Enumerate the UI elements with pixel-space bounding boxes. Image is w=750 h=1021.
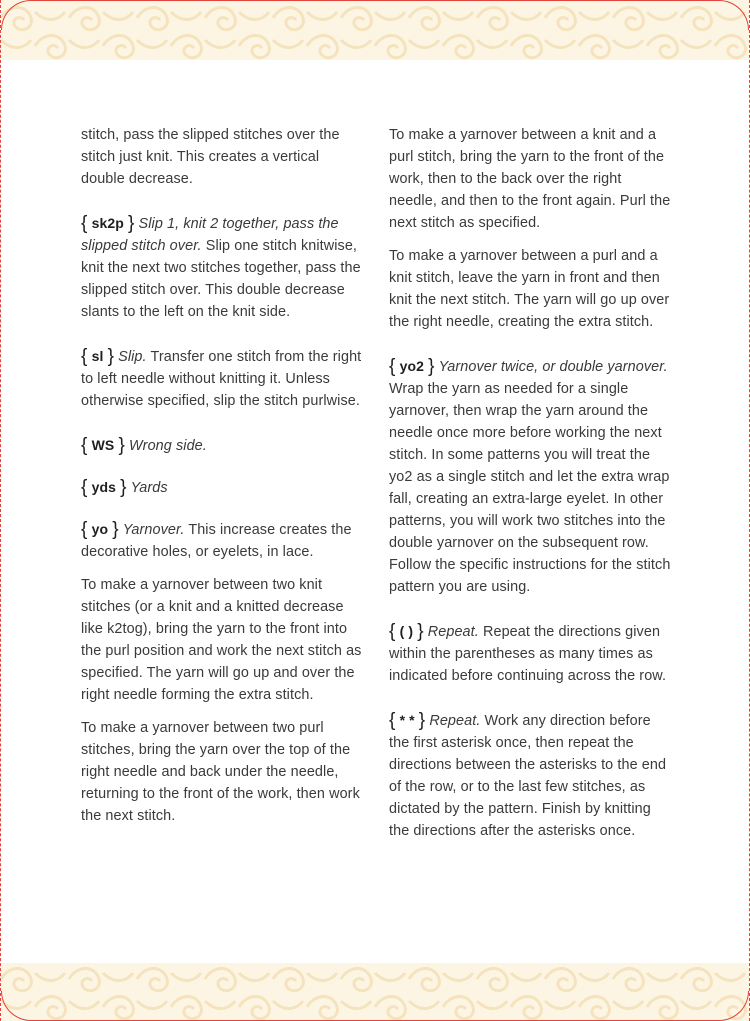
term-label: ( ): [399, 623, 414, 639]
term-label: sl: [91, 348, 104, 364]
term-definition: Wrong side.: [129, 438, 207, 454]
swirl-ornament: [171, 36, 235, 58]
right-column: [389, 124, 671, 853]
close-brace: }: [127, 213, 135, 234]
term-label: * *: [399, 712, 415, 728]
close-brace: }: [417, 621, 424, 642]
swirl-ornament: [35, 36, 99, 58]
swirl-ornament: [307, 36, 371, 58]
swirl-ornament: [443, 36, 507, 58]
swirl-ornament: [137, 969, 201, 991]
term-description: Slip one stitch knitwise, knit the next two stitches together, pass the slipped stitch over. This double decrease slants to the left on the knit side.: [81, 238, 361, 320]
open-brace: {: [81, 435, 88, 456]
close-brace: }: [107, 346, 115, 367]
swirl-ornament: [477, 969, 541, 991]
swirl-ornament: [1, 969, 65, 991]
open-brace: {: [81, 519, 88, 540]
term-definition: Slip.: [118, 349, 147, 365]
glossary-entry-yo: [81, 518, 366, 563]
term-definition: Yarnover.: [122, 522, 185, 538]
swirl-ornament: [715, 36, 750, 58]
close-brace: }: [418, 710, 426, 731]
swirl-ornament: [205, 969, 269, 991]
yarnover-knit-purl-paragraph: To make a yarnover between a knit and a purl stitch, bring the yarn to the front of the work, then to the back over the right needle, and then to the front again. Purl the next stitch as specified.: [389, 127, 671, 231]
intro-paragraph: stitch, pass the slipped stitches over the stitch just knit. This creates a vertical double decrease.: [81, 127, 340, 187]
swirl-ornament: [545, 969, 609, 991]
swirl-ornament: [375, 36, 439, 58]
close-brace: }: [428, 356, 435, 377]
close-brace: }: [118, 435, 125, 456]
yarnover-knit-paragraph: To make a yarnover between two knit stitches (or a knit and a knitted decrease like k2tog), bring the yarn to the front into the purl position and work the next stitch as specified. The yarn will go up and over the right needle forming the extra stitch.: [81, 577, 362, 703]
swirl-ornament: [409, 969, 473, 991]
glossary-entry-yds: [81, 476, 366, 499]
term-definition: Repeat.: [427, 624, 479, 640]
open-brace: {: [81, 477, 88, 498]
term-description: Wrap the yarn as needed for a single yarnover, then wrap the yarn around the needle once more before working the next stitch. In some patterns you will treat the yo2 as a single stitch and let the extra wrap fall, creating an extra-large eyelet. In other patterns, you will work two stitches into the double yarnover on the subsequent row. Follow the specific instructions for the stitch pattern you are using.: [389, 381, 671, 595]
swirl-ornament: [341, 969, 405, 991]
swirl-ornament: [103, 36, 167, 58]
close-brace: }: [120, 477, 127, 498]
open-brace: {: [389, 621, 396, 642]
close-brace: }: [112, 519, 119, 540]
glossary-entry-parentheses: [389, 620, 671, 687]
term-definition: Yarnover twice, or double yarnover.: [438, 359, 668, 375]
yarnover-purl-paragraph: To make a yarnover between two purl stitches, bring the yarn over the top of the right needle and back under the needle, returning to the front of the work, then work the next stitch.: [81, 720, 360, 824]
glossary-entry-asterisks: [389, 709, 671, 842]
swirl-ornament: [273, 969, 337, 991]
open-brace: {: [81, 346, 88, 367]
open-brace: {: [389, 710, 396, 731]
yarnover-purl-knit-paragraph: To make a yarnover between a purl and a knit stitch, leave the yarn in front and then knit the next stitch. The yarn will go up over the right needle, creating the extra stitch.: [389, 248, 670, 330]
term-label: yo2: [399, 358, 424, 374]
term-definition: Repeat.: [429, 713, 481, 729]
top-border: [1, 0, 749, 30]
glossary-entry-yo2: [389, 355, 671, 598]
term-label: yds: [91, 479, 116, 495]
left-column: [81, 124, 366, 838]
term-label: yo: [91, 521, 109, 537]
term-label: sk2p: [91, 215, 124, 231]
term-definition: Slip 1, knit 2 together, pass the slipped stitch over.: [81, 216, 339, 254]
term-definition: Yards: [130, 480, 168, 496]
swirl-ornament: [511, 36, 575, 58]
swirl-ornament: [613, 969, 677, 991]
swirl-ornament: [1, 36, 31, 58]
term-description: This increase creates the decorative holes, or eyelets, in lace.: [81, 522, 352, 560]
glossary-entry-sk2p: [81, 212, 366, 323]
term-label: WS: [91, 437, 115, 453]
term-description: Work any direction before the first asterisk once, then repeat the directions between the asterisks to the end of the row, or to the last few stitches, as dictated by the pattern. Finish by knitting the directions after the asterisks once.: [389, 713, 667, 839]
open-brace: {: [389, 356, 396, 377]
glossary-entry-sl: [81, 345, 366, 412]
glossary-entry-ws: [81, 434, 366, 457]
swirl-ornament: [681, 969, 745, 991]
term-description: Repeat the directions given within the parentheses as many times as indicated before continuing across the row.: [389, 624, 667, 684]
bottom-border: [1, 991, 749, 1021]
swirl-ornament: [69, 969, 133, 991]
swirl-ornament: [239, 36, 303, 58]
term-description: Transfer one stitch from the right to left needle without knitting it. Unless otherwise specified, slip the stitch purlwise.: [81, 349, 362, 409]
open-brace: {: [81, 213, 88, 234]
swirl-ornament: [579, 36, 643, 58]
swirl-ornament: [647, 36, 711, 58]
